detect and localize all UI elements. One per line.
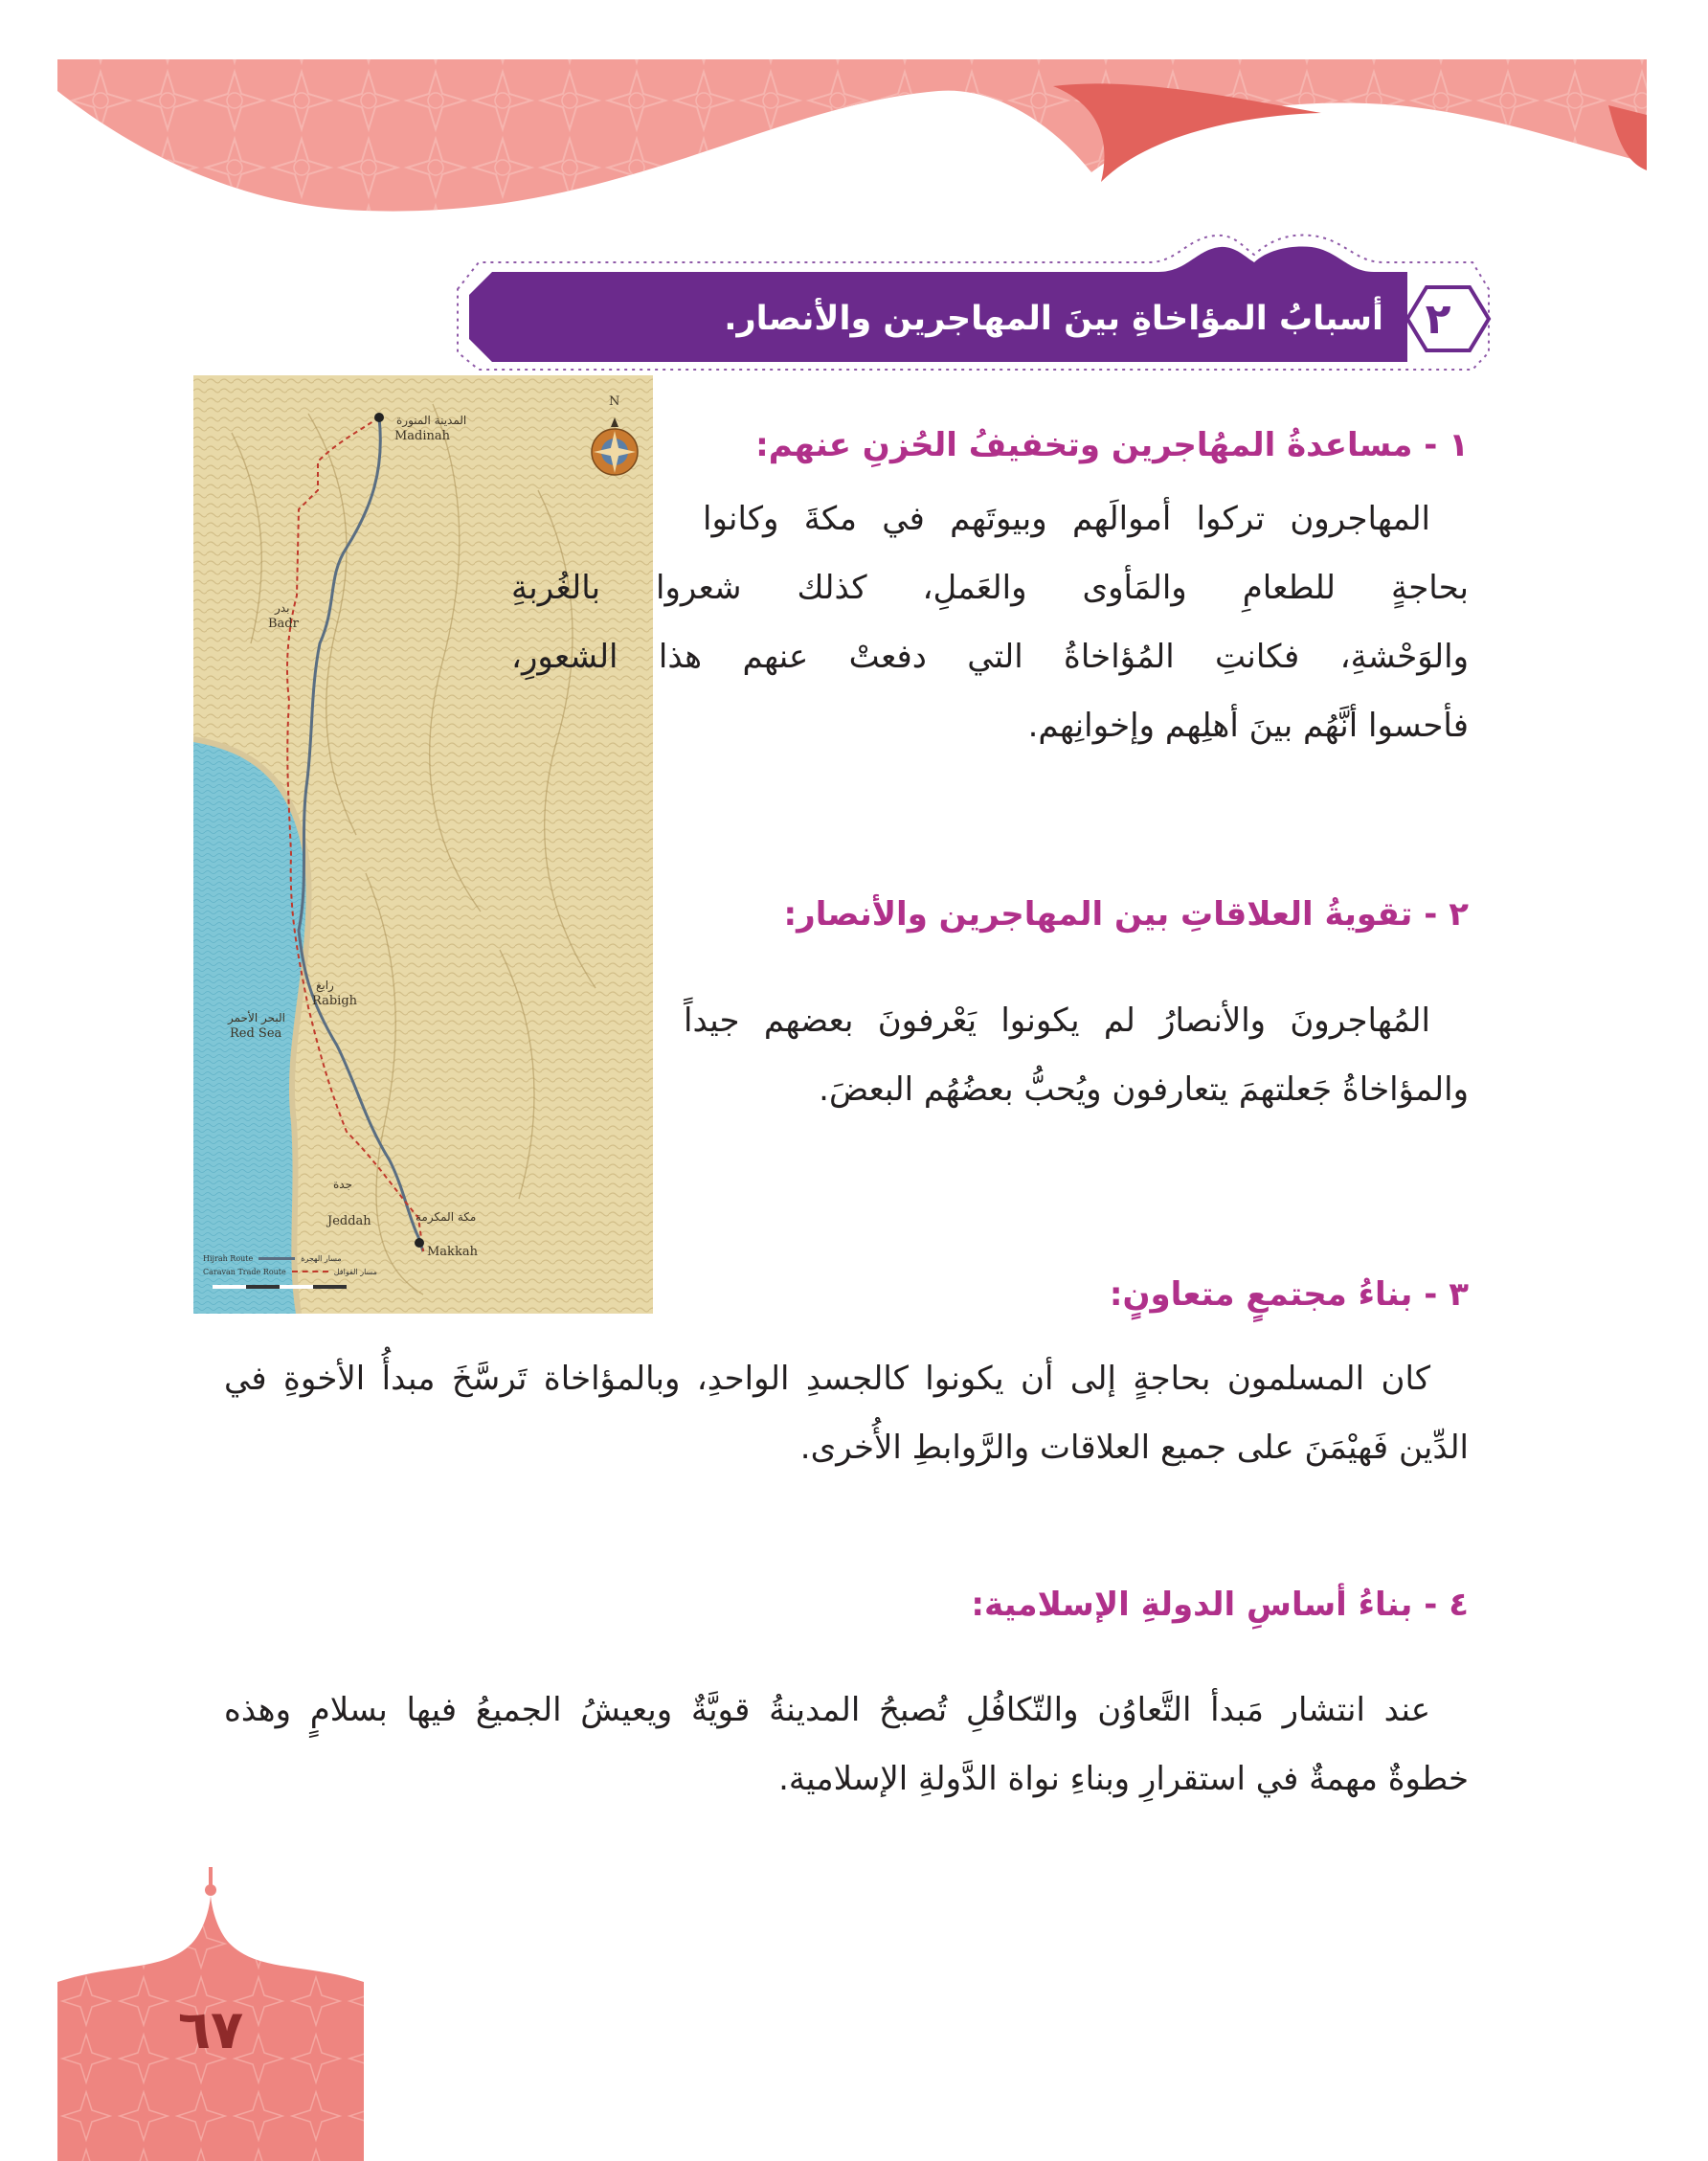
paragraph-line: بحاجةٍ للطعامِ والمَأوى والعَملِ، كذلك شعروا بالغُربةِ — [511, 569, 1469, 607]
paragraph-line: والوَحْشةِ، فكانتِ المُؤاخاةُ التي دفعتْ عنهم هذا الشعورِ، — [511, 638, 1469, 676]
paragraph-line: فأحسوا أنَّهُم بينَ أهلِهم وإخوانِهم. — [1027, 707, 1469, 745]
heading-reason-4: ٤ - بناءُ أساسِ الدولةِ الإسلامية: — [971, 1586, 1469, 1624]
map-label-makkah-en: Makkah — [427, 1245, 478, 1259]
map-label-jeddah-ar: جدة — [333, 1178, 353, 1191]
paragraph-reason-4 — [224, 1676, 1469, 1813]
map-label-madinah-ar: المدينة المنورة — [396, 414, 467, 427]
paragraph-line: المُهاجرونَ والأنصارُ لم يكونوا يَعْرفونَ بعضهم جيداً — [684, 1002, 1430, 1040]
legend-hijrah-line — [258, 1257, 295, 1260]
paragraph-line: خطوةٌ مهمةٌ في استقرارِ وبناءِ نواة الدَّولةِ الإسلامية. — [778, 1760, 1469, 1798]
map-label-redsea-en: Red Sea — [230, 1026, 282, 1041]
legend-caravan-label-ar: مسار القوافل — [333, 1267, 377, 1276]
map-legend — [203, 1251, 423, 1278]
map-label-badr-ar: بدر — [275, 601, 290, 615]
map-label-redsea-ar: البحر الأحمر — [228, 1011, 285, 1024]
paragraph-reason-3 — [224, 1344, 1469, 1482]
legend-hijrah-label-ar: مسار الهجرة — [301, 1253, 342, 1263]
map-label-rabigh-en: Rabigh — [312, 994, 358, 1008]
legend-caravan-label-en: Caravan Trade Route — [203, 1267, 286, 1276]
paragraph-reason-2 — [511, 986, 1469, 1124]
section-number: ٢ — [1425, 294, 1451, 344]
map-label-badr-en: Badr — [268, 617, 299, 631]
heading-reason-3: ٣ - بناءُ مجتمعٍ متعاونٍ: — [1109, 1275, 1469, 1314]
legend-hijrah-label-en: Hijrah Route — [203, 1253, 254, 1263]
legend-caravan-line — [292, 1271, 328, 1272]
paragraph-line: والمؤاخاةُ جَعلتهمَ يتعارفون ويُحبُّ بعضُهُم البعضَ. — [819, 1070, 1469, 1109]
section-title: أسبابُ المؤاخاةِ بينَ المهاجرين والأنصار. — [724, 300, 1383, 338]
section-header — [450, 228, 1494, 371]
map-label-madinah-en: Madinah — [394, 429, 451, 443]
map-label-jeddah-en: Jeddah — [327, 1214, 371, 1228]
paragraph-line: كان المسلمون بحاجةٍ إلى أن يكونوا كالجسدِ الواحدِ، وبالمؤاخاة تَرسَّخَ مبدأُ الأخوةِ في — [224, 1360, 1430, 1398]
map-label-makkah-ar: مكة المكرمة — [416, 1210, 477, 1224]
map-compass-label: N — [609, 394, 620, 409]
paragraph-line: المهاجرون تركوا أموالَهم وبيوتَهم في مكةَ وكانوا — [703, 500, 1430, 538]
paragraph-line: الدِّين فَهيْمَنَ على جميع العلاقات والرَّوابطِ الأُخرى. — [799, 1429, 1469, 1467]
map-label-rabigh-ar: رابغ — [316, 979, 334, 992]
heading-reason-2: ٢ - تقويةُ العلاقاتِ بين المهاجرين والأنصار: — [783, 895, 1469, 934]
heading-reason-1: ١ - مساعدةُ المهُاجرين وتخفيفُ الحُزنِ عنهم: — [755, 426, 1469, 464]
paragraph-line: عند انتشار مَبدأ التَّعاوُن والتّكافُلِ تُصبحُ المدينةُ قويَّةٌ ويعيشُ الجميعُ فيها بسلامٍ وهذه — [224, 1691, 1430, 1729]
paragraph-reason-1 — [511, 484, 1469, 760]
top-decorative-banner — [0, 0, 1708, 230]
page-number: ٦٧ — [177, 1999, 244, 2061]
